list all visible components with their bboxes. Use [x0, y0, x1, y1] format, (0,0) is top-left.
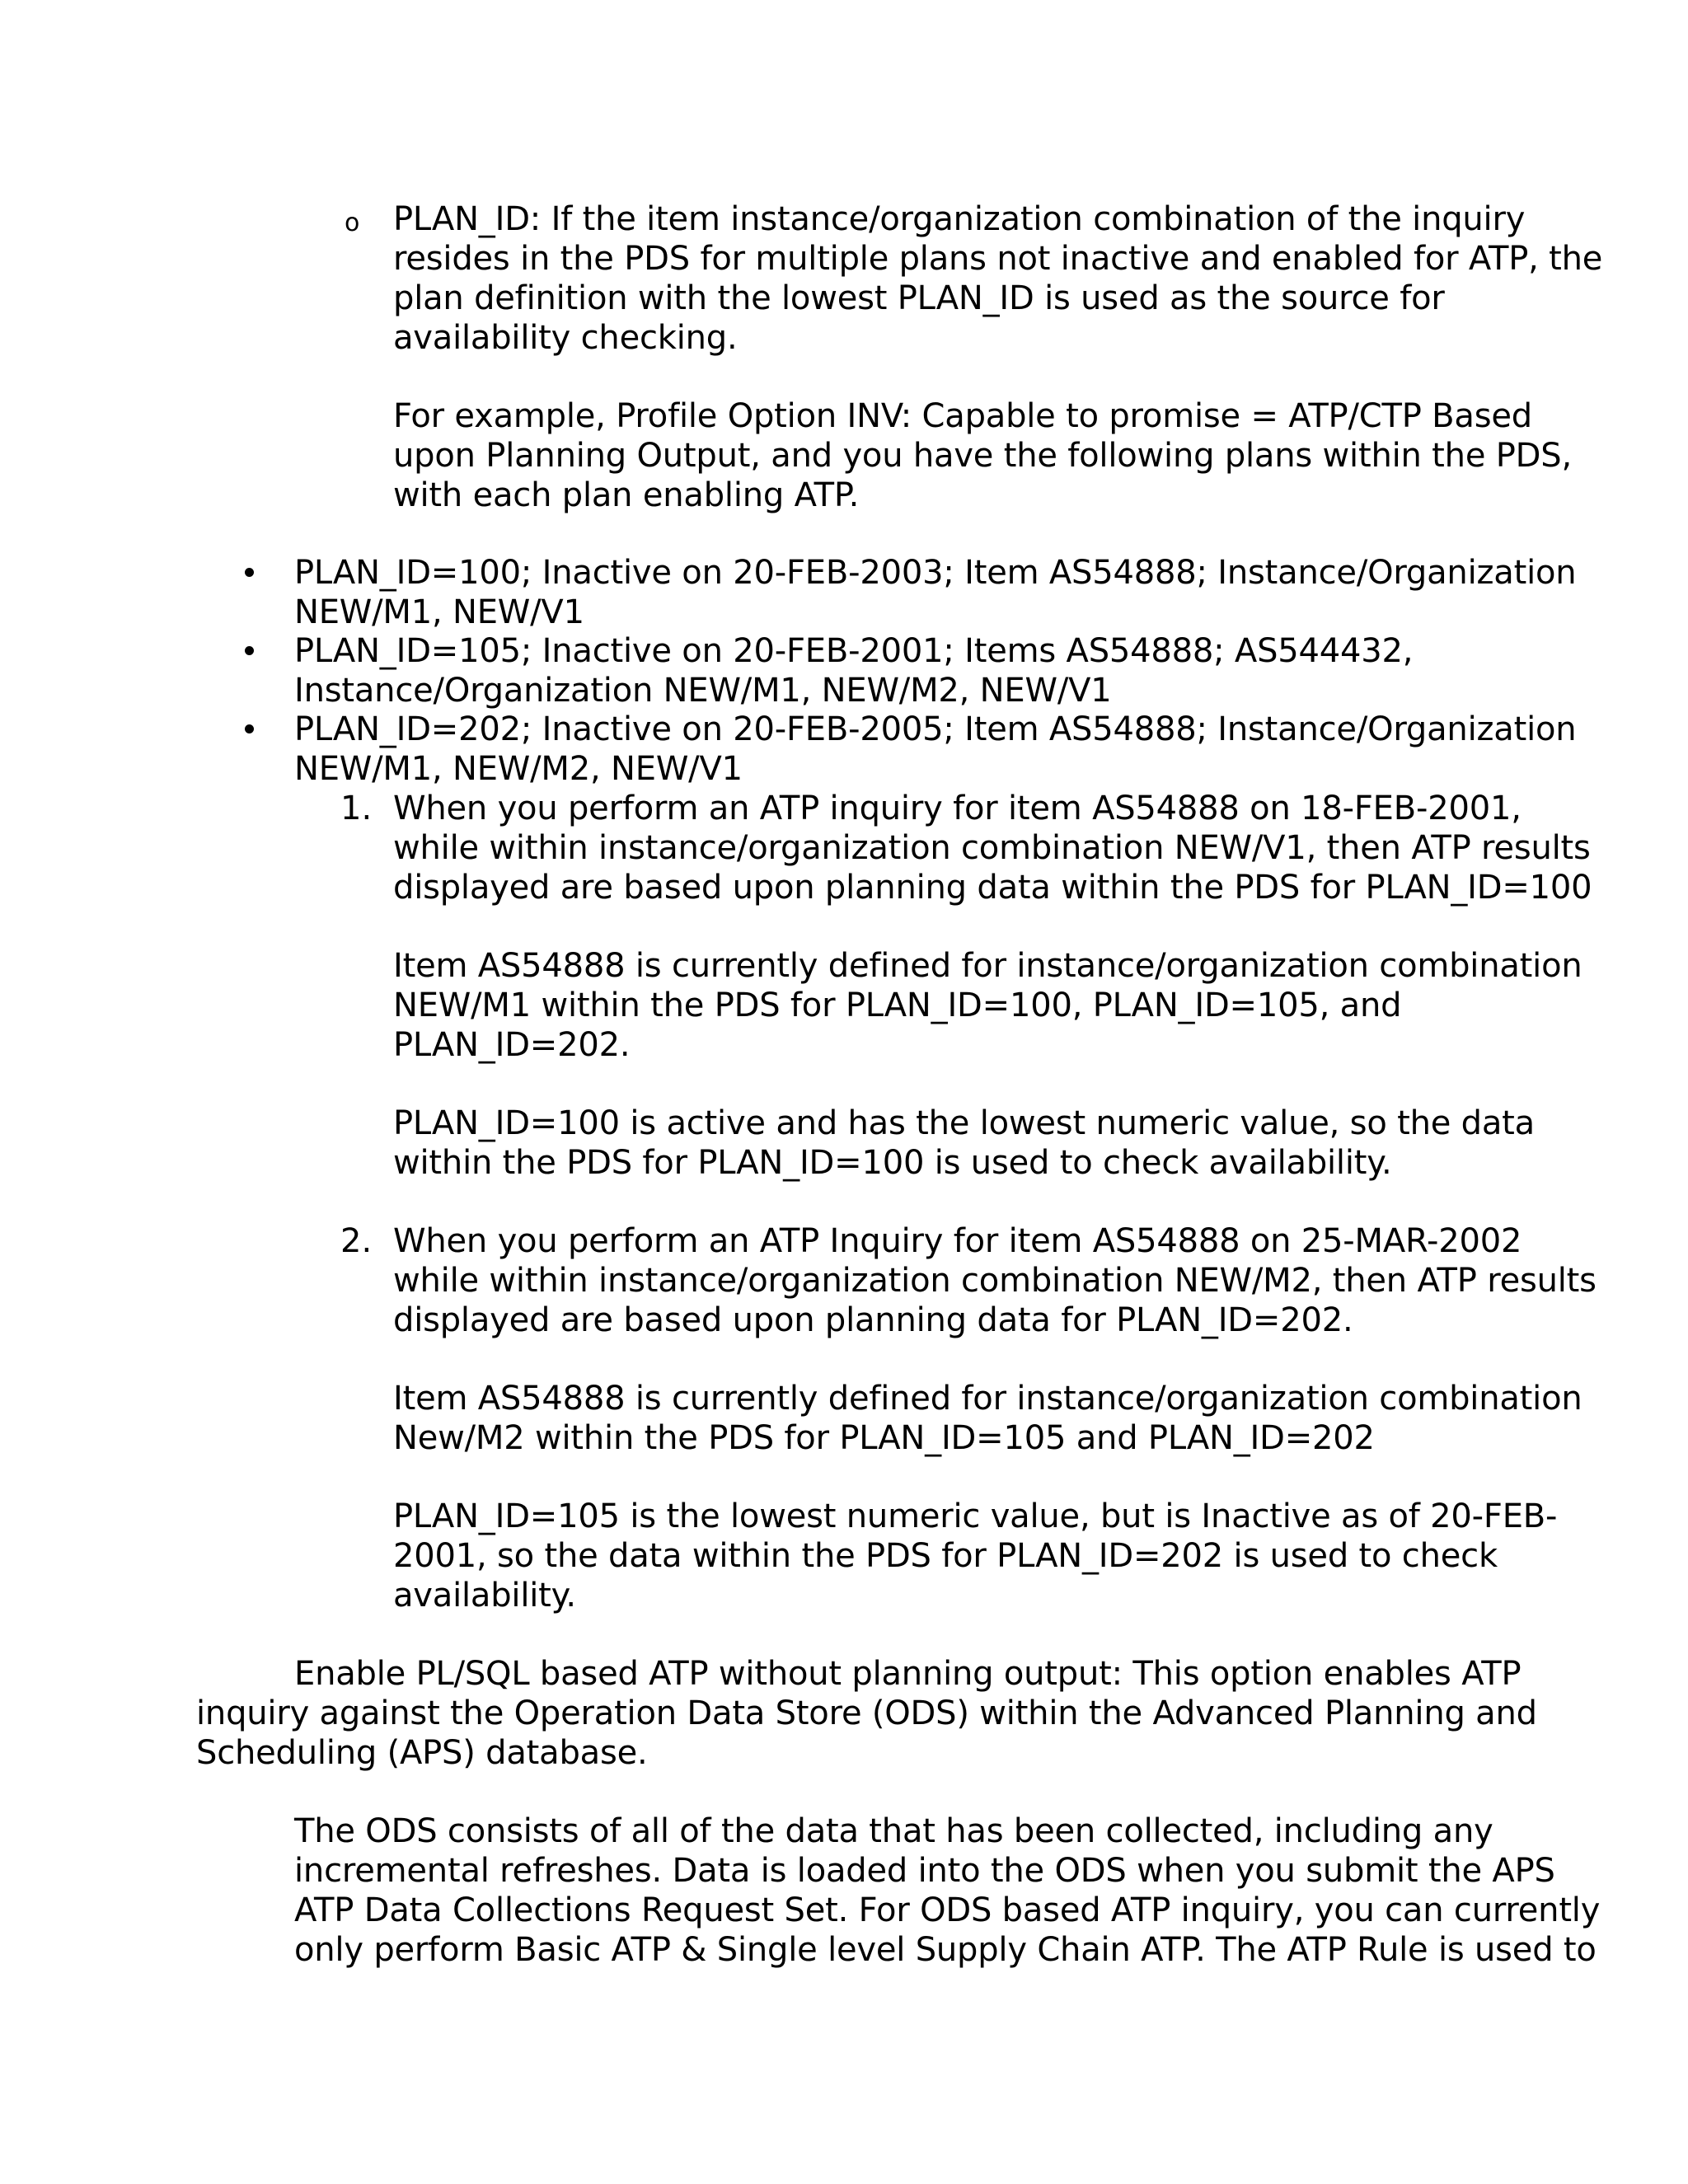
numbered-item-line: while within instance/organization combination NEW/V1, then ATP results: [393, 829, 1591, 867]
plan-list-item-line: PLAN_ID=100; Inactive on 20-FEB-2003; Item AS54888; Instance/Organization: [294, 554, 1577, 592]
example-text-line: For example, Profile Option INV: Capable to promise = ATP/CTP Based: [393, 397, 1532, 435]
numbered-item-line: PLAN_ID=105 is the lowest numeric value, but is Inactive as of 20-FEB-: [393, 1497, 1558, 1535]
plan-id-text-line: PLAN_ID: If the item instance/organization combination of the inquiry: [393, 200, 1526, 238]
ods-paragraph-line: incremental refreshes. Data is loaded into the ODS when you submit the APS: [294, 1852, 1555, 1890]
numbered-item-line: Item AS54888 is currently defined for instance/organization combination: [393, 1380, 1582, 1418]
enable-plsql-paragraph-line: Enable PL/SQL based ATP without planning output: This option enables ATP: [294, 1655, 1522, 1693]
enable-plsql-paragraph-line: inquiry against the Operation Data Store (ODS) within the Advanced Planning and: [196, 1694, 1537, 1732]
plan-list-item-line: Instance/Organization NEW/M1, NEW/M2, NEW/V1: [294, 672, 1112, 710]
numbered-item-line: displayed are based upon planning data within the PDS for PLAN_ID=100: [393, 869, 1592, 907]
numbered-item-line: Item AS54888 is currently defined for instance/organization combination: [393, 947, 1582, 985]
plan-id-text-line: resides in the PDS for multiple plans not inactive and enabled for ATP, the: [393, 240, 1603, 278]
numbered-item-line: PLAN_ID=100 is active and has the lowest numeric value, so the data: [393, 1104, 1535, 1142]
numbered-item-line: New/M2 within the PDS for PLAN_ID=105 and PLAN_ID=202: [393, 1419, 1375, 1457]
enable-plsql-paragraph-line: Scheduling (APS) database.: [196, 1734, 648, 1772]
bullet-marker: [245, 724, 254, 733]
plan-id-text-line: plan definition with the lowest PLAN_ID is used as the source for: [393, 279, 1445, 317]
numbered-item-line: PLAN_ID=202.: [393, 1026, 631, 1064]
numbered-item-line: availability.: [393, 1577, 576, 1615]
ods-paragraph-line: only perform Basic ATP & Single level Supply Chain ATP. The ATP Rule is used to: [294, 1931, 1597, 1969]
circle-bullet-marker: o: [345, 209, 360, 237]
plan-list-item-line: PLAN_ID=202; Inactive on 20-FEB-2005; Item AS54888; Instance/Organization: [294, 710, 1577, 748]
ods-paragraph-line: The ODS consists of all of the data that has been collected, including any: [294, 1812, 1493, 1850]
numbered-item-line: NEW/M1 within the PDS for PLAN_ID=100, PLAN_ID=105, and: [393, 987, 1402, 1024]
numbered-item-line: within the PDS for PLAN_ID=100 is used to check availability.: [393, 1144, 1392, 1182]
example-text-line: with each plan enabling ATP.: [393, 476, 860, 514]
list-number: 2.: [340, 1222, 373, 1260]
plan-list-item-line: NEW/M1, NEW/V1: [294, 593, 584, 631]
bullet-marker: [245, 568, 254, 577]
plan-list-item-line: NEW/M1, NEW/M2, NEW/V1: [294, 750, 743, 788]
plan-list-item-line: PLAN_ID=105; Inactive on 20-FEB-2001; Items AS54888; AS544432,: [294, 632, 1414, 670]
numbered-item-line: When you perform an ATP inquiry for item AS54888 on 18-FEB-2001,: [393, 790, 1522, 827]
list-number: 1.: [340, 790, 373, 827]
example-text-line: upon Planning Output, and you have the following plans within the PDS,: [393, 437, 1572, 475]
numbered-item-line: When you perform an ATP Inquiry for item AS54888 on 25-MAR-2002: [393, 1222, 1522, 1260]
ods-paragraph-line: ATP Data Collections Request Set. For ODS based ATP inquiry, you can currently: [294, 1891, 1601, 1929]
numbered-item-line: 2001, so the data within the PDS for PLAN_ID=202 is used to check: [393, 1537, 1498, 1575]
plan-id-text-line: availability checking.: [393, 319, 738, 357]
bullet-marker: [245, 646, 254, 655]
numbered-item-line: while within instance/organization combination NEW/M2, then ATP results: [393, 1262, 1597, 1300]
numbered-item-line: displayed are based upon planning data for PLAN_ID=202.: [393, 1301, 1353, 1339]
